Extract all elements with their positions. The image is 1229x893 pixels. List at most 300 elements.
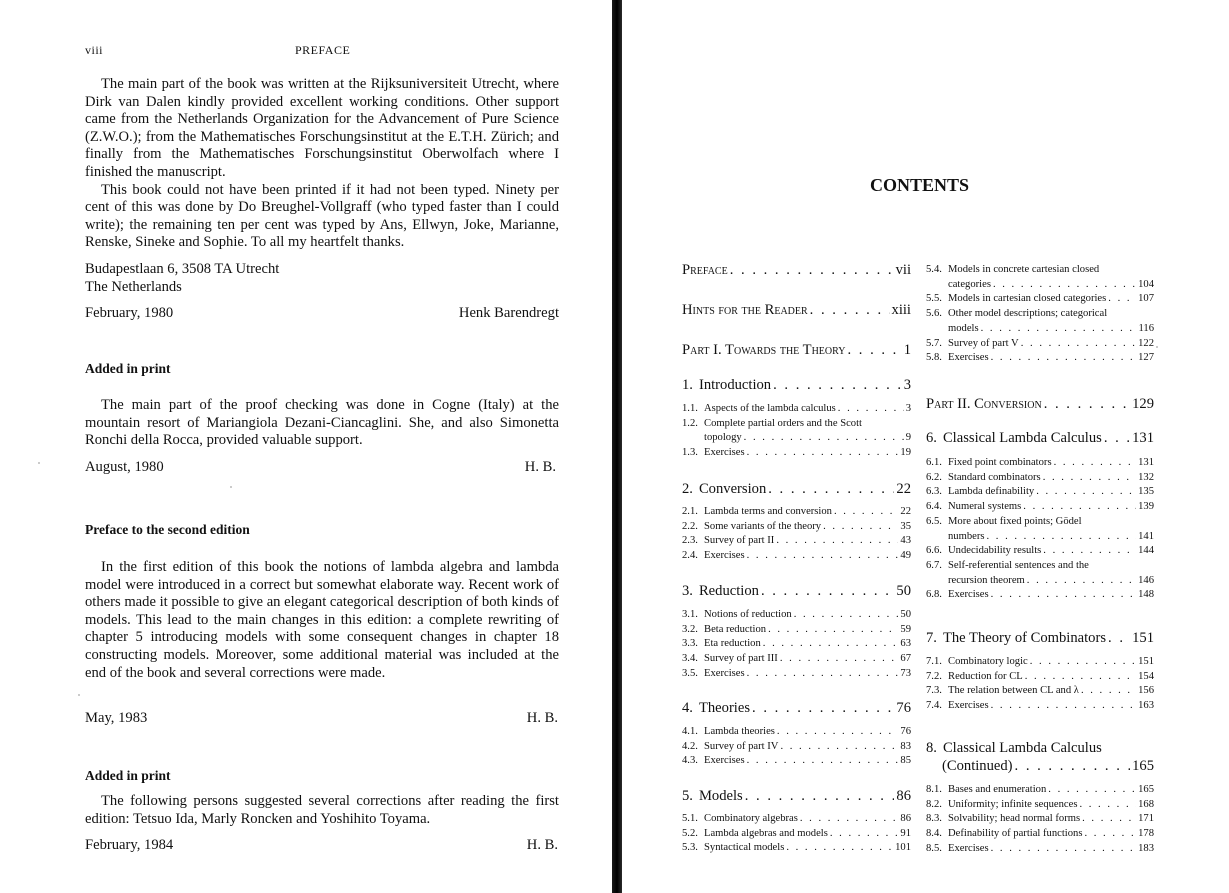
toc-number: 2.4. — [682, 550, 698, 562]
toc-chapter[interactable] — [926, 430, 1154, 447]
toc-front-hints[interactable] — [682, 302, 911, 319]
toc-section-list — [682, 505, 911, 564]
toc-page: 22 — [900, 506, 911, 517]
toc-label: Lambda definability — [948, 486, 1035, 498]
toc-section[interactable] — [926, 655, 1154, 670]
toc-leader — [1027, 574, 1136, 589]
toc-number: 6.4. — [926, 501, 942, 513]
toc-section[interactable] — [682, 667, 911, 682]
paragraph-second-edition: In the first edition of this book the notions of lambda algebra and lambda model were introduced in a correct but somewhat elaborate way. Recent work of others made it possible to give an elegant categorical description of both kinds of models. This lead to the main changes in this edition: a complete rewriting of chapter 5 introducing models with some consequent changes in chapter 18 constructing models. Moreover, some additional material was included at the end of the book and several corrections were made. — [85, 559, 559, 681]
toc-number: 6. — [926, 430, 937, 446]
toc-section[interactable] — [926, 337, 1154, 352]
toc-section[interactable] — [926, 699, 1154, 714]
toc-section[interactable] — [682, 652, 911, 667]
toc-label: Notions of reduction — [704, 609, 792, 620]
paper-speck — [78, 694, 80, 696]
toc-number: 5.3. — [682, 842, 698, 854]
toc-leader — [745, 788, 895, 805]
date-2: August, 1980 — [85, 459, 164, 475]
toc-section[interactable] — [682, 827, 911, 842]
toc-page: 135 — [1138, 486, 1154, 498]
toc-section[interactable] — [682, 549, 911, 564]
toc-number: 5.5. — [926, 293, 942, 305]
toc-page: 131 — [1132, 430, 1154, 446]
toc-section[interactable] — [926, 812, 1154, 827]
toc-leader — [1036, 485, 1136, 500]
paragraph-support: The main part of the book was written at the Rijksuniversiteit Utrecht, where Dirk van Dalen kindly provided excellent working conditions. Other support came from the Netherlands Organization for the Advancement of Pure Science (Z.W.O.); from the Mathematisches Forschungsinstitut at the E.T.H. Zürich; and finally from the Mathematisches Forschungsinstitut Oberwolfach where I finished the manuscript. — [85, 76, 559, 180]
toc-label: Self-referential sentences and the — [948, 559, 1089, 571]
toc-page: 144 — [1138, 545, 1154, 557]
toc-page: 9 — [905, 432, 911, 444]
toc-label: Definability of partial functions — [948, 828, 1083, 840]
toc-section-title — [926, 307, 1154, 322]
toc-leader — [763, 637, 899, 652]
heading-added-in-print-2: Added in print — [85, 768, 171, 783]
preface-body-3 — [85, 559, 559, 682]
toc-label: Fixed point combinators — [948, 457, 1052, 468]
paper-speck — [1156, 346, 1158, 348]
toc-label: Exercises — [948, 589, 989, 601]
toc-section[interactable] — [682, 608, 911, 623]
toc-section-list — [682, 725, 911, 769]
toc-section-list — [926, 783, 1154, 857]
toc-label: Uniformity; infinite sequences — [948, 798, 1078, 810]
paragraph-corrections: The following persons suggested several corrections after reading the first edition: Tetsuo Ida, Marly Roncken and Yoshihito Toyama. — [85, 793, 559, 827]
toc-section[interactable] — [682, 841, 911, 856]
heading-added-in-print-1: Added in print — [85, 361, 171, 376]
toc-section[interactable] — [682, 812, 911, 827]
toc-section[interactable] — [926, 670, 1154, 685]
toc-label: Part I. Towards the Theory — [682, 342, 846, 358]
toc-number: 7.4. — [926, 700, 942, 712]
toc-number: 8. — [926, 740, 937, 756]
toc-page: 122 — [1138, 337, 1154, 349]
toc-leader — [1043, 471, 1136, 486]
toc-chapter[interactable] — [926, 758, 1154, 775]
toc-number: 7.2. — [926, 670, 942, 682]
toc-leader — [1048, 783, 1136, 798]
toc-page: 146 — [1138, 574, 1154, 586]
toc-page: 116 — [1138, 322, 1154, 334]
toc-section[interactable] — [926, 827, 1154, 842]
toc-label: The Theory of Combinators — [942, 630, 1107, 646]
toc-label: Exercises — [704, 755, 745, 767]
toc-page: 168 — [1138, 798, 1154, 810]
toc-chapter[interactable] — [682, 788, 911, 805]
toc-number: 3.5. — [682, 667, 698, 679]
toc-chapter[interactable] — [682, 481, 911, 498]
toc-number: 7.3. — [926, 685, 942, 697]
toc-page: vii — [895, 262, 911, 278]
toc-leader — [780, 652, 899, 667]
toc-leader — [993, 278, 1136, 293]
toc-number: 5.4. — [926, 264, 942, 275]
toc-page: 86 — [896, 788, 911, 804]
toc-page: 165 — [1138, 784, 1154, 795]
right-page — [622, 0, 1229, 893]
toc-part-2[interactable] — [926, 396, 1154, 413]
toc-section[interactable] — [926, 684, 1154, 699]
toc-chapter-2 — [682, 481, 911, 498]
toc-label: Exercises — [704, 550, 745, 562]
toc-number: 4.3. — [682, 755, 698, 767]
author-signature: Henk Barendregt — [458, 305, 559, 321]
toc-label: Exercises — [948, 700, 989, 712]
toc-label: Some variants of the theory — [704, 520, 822, 532]
toc-chapter-5 — [682, 788, 911, 805]
toc-label: Exercises — [704, 447, 745, 459]
toc-number: 2.2. — [682, 520, 698, 532]
toc-label: Models — [698, 788, 743, 804]
paragraph-proof-checking: The main part of the proof checking was done in Cogne (Italy) at the mountain resort of Mariangiola Dezani-Ciancaglini. She, and also Simonetta Ronchi della Rocca, provided valuable support. — [85, 397, 559, 449]
toc-leader — [786, 841, 893, 856]
contents-title: CONTENTS — [870, 175, 970, 195]
toc-page: 59 — [900, 623, 911, 635]
toc-number: 8.2. — [926, 798, 942, 810]
toc-section[interactable] — [926, 544, 1154, 559]
toc-page: 148 — [1138, 589, 1154, 601]
toc-number: 3. — [682, 583, 693, 599]
toc-label: Numeral systems — [948, 501, 1022, 513]
toc-section-list — [926, 456, 1154, 603]
toc-section[interactable] — [682, 754, 911, 769]
toc-label: Lambda algebras and models — [704, 827, 828, 839]
toc-section[interactable] — [682, 505, 911, 520]
toc-label: Preface — [682, 262, 728, 278]
toc-section-list — [682, 608, 911, 682]
toc-leader — [761, 583, 894, 600]
toc-leader — [991, 842, 1137, 857]
toc-page: 91 — [900, 827, 911, 839]
toc-section[interactable] — [926, 530, 1154, 545]
address-line-1: Budapestlaan 6, 3508 TA Utrecht — [85, 261, 280, 277]
toc-page: 165 — [1132, 758, 1154, 774]
toc-leader — [1023, 500, 1136, 515]
toc-label: Complete partial orders and the Scott — [704, 417, 862, 429]
toc-part-1[interactable] — [682, 342, 911, 359]
toc-label: The relation between CL and λ — [948, 685, 1079, 697]
toc-leader — [794, 608, 899, 623]
toc-number: 5.8. — [926, 352, 942, 364]
toc-label: Introduction — [698, 377, 772, 393]
toc-number: 8.5. — [926, 842, 942, 854]
toc-label: Exercises — [948, 842, 989, 854]
toc-page: 50 — [896, 583, 911, 599]
toc-leader — [1015, 758, 1131, 775]
toc-page: 183 — [1138, 842, 1154, 854]
toc-number: 1. — [682, 377, 693, 393]
toc-section[interactable] — [682, 740, 911, 755]
toc-label: Models in cartesian closed categories — [948, 293, 1107, 305]
toc-label: recursion theorem — [948, 574, 1025, 586]
toc-label: Part II. Conversion — [926, 396, 1042, 412]
toc-number: 5.7. — [926, 337, 942, 349]
toc-label: numbers — [948, 530, 985, 542]
toc-chapter[interactable] — [682, 700, 911, 717]
toc-leader — [991, 351, 1137, 366]
toc-section-title — [926, 263, 1154, 278]
toc-leader — [1082, 812, 1136, 827]
toc-label: models — [948, 322, 979, 334]
toc-number: 5. — [682, 788, 693, 804]
toc-section[interactable] — [682, 520, 911, 535]
toc-section[interactable] — [682, 446, 911, 461]
toc-chapter-8 — [926, 740, 1154, 775]
toc-section[interactable] — [926, 351, 1154, 366]
toc-page: 50 — [900, 609, 911, 620]
toc-section[interactable] — [926, 292, 1154, 307]
toc-page: xiii — [891, 302, 911, 318]
toc-number: 3.3. — [682, 638, 698, 650]
toc-front-preface[interactable] — [682, 262, 911, 279]
toc-leader — [986, 530, 1136, 545]
toc-leader — [830, 827, 899, 842]
toc-leader — [776, 534, 898, 549]
toc-number: 4.1. — [682, 726, 698, 737]
toc-leader — [834, 505, 898, 520]
initials-2: H. B. — [524, 459, 556, 475]
toc-label: Solvability; head normal forms — [948, 813, 1081, 825]
toc-page: 1 — [903, 342, 911, 358]
toc-number: 6.2. — [926, 471, 942, 483]
toc-label: Survey of part IV — [704, 740, 779, 752]
initials-4: H. B. — [526, 837, 558, 853]
toc-section[interactable] — [926, 783, 1154, 798]
toc-page: 104 — [1138, 278, 1154, 290]
toc-page: 151 — [1138, 656, 1154, 667]
toc-leader — [1084, 827, 1136, 842]
toc-label: Survey of part II — [704, 535, 775, 547]
toc-section[interactable] — [926, 456, 1154, 471]
toc-label: Syntactical models — [704, 842, 785, 854]
heading-second-edition: Preface to the second edition — [85, 522, 250, 537]
toc-page: 3 — [903, 377, 911, 393]
toc-number: 8.4. — [926, 828, 942, 840]
toc-leader — [991, 588, 1137, 603]
toc-number: 4. — [682, 700, 693, 716]
toc-number: 6.8. — [926, 589, 942, 601]
toc-number: 5.6. — [926, 308, 942, 320]
toc-page: 127 — [1138, 352, 1154, 364]
toc-number: 5.2. — [682, 827, 698, 839]
toc-leader — [773, 377, 902, 394]
toc-number: 2.1. — [682, 506, 698, 517]
toc-chapter[interactable] — [926, 630, 1154, 647]
toc-page: 83 — [900, 740, 911, 752]
toc-leader — [752, 700, 894, 717]
toc-number: 6.5. — [926, 515, 942, 527]
toc-page: 129 — [1132, 396, 1154, 412]
toc-leader — [768, 623, 898, 638]
toc-label: Survey of part V — [948, 337, 1019, 349]
toc-label: Conversion — [698, 481, 767, 497]
toc-page: 156 — [1138, 685, 1154, 697]
running-head: PREFACE — [295, 43, 351, 57]
toc-section-title — [926, 515, 1154, 530]
toc-leader — [838, 402, 904, 417]
toc-page: 132 — [1138, 471, 1154, 483]
toc-label: Lambda terms and conversion — [704, 506, 832, 517]
toc-label: (Continued) — [942, 758, 1013, 774]
toc-leader — [800, 812, 899, 827]
toc-leader — [1079, 798, 1136, 813]
toc-section-title — [682, 417, 911, 432]
left-page — [0, 0, 610, 893]
toc-chapter[interactable] — [682, 583, 911, 600]
toc-page: 19 — [900, 447, 911, 459]
toc-section[interactable] — [926, 278, 1154, 293]
toc-section[interactable] — [682, 725, 911, 740]
toc-page: 49 — [900, 550, 911, 562]
toc-section[interactable] — [682, 623, 911, 638]
toc-page: 73 — [900, 667, 911, 679]
toc-page: 141 — [1138, 530, 1154, 542]
toc-number: 6.1. — [926, 457, 942, 468]
toc-leader — [1025, 670, 1136, 685]
toc-number: 5.1. — [682, 813, 698, 824]
toc-section[interactable] — [926, 322, 1154, 337]
toc-section-list — [682, 402, 911, 461]
toc-section[interactable] — [926, 500, 1154, 515]
preface-body-1 — [85, 76, 559, 252]
toc-page: 86 — [900, 813, 911, 824]
toc-section[interactable] — [682, 431, 911, 446]
paragraph-typing: This book could not have been printed if it had not been typed. Ninety per cent of this was done by Do Breughel-Vollgraff (who typed faster than I could write); the remaining ten per cent was typed by Ans, Ellwyn, Joke, Marianne, Renske, Sineke and Sophie. To all my heartfelt thanks. — [85, 181, 559, 251]
toc-chapter-3 — [682, 583, 911, 600]
toc-section-list — [682, 812, 911, 856]
toc-section[interactable] — [926, 574, 1154, 589]
toc-label: Other model descriptions; categorical — [948, 308, 1108, 320]
toc-number: 1.2. — [682, 417, 698, 429]
toc-number: 6.7. — [926, 559, 942, 571]
toc-page: 67 — [900, 653, 911, 665]
toc-page: 43 — [900, 535, 911, 547]
toc-page: 139 — [1138, 501, 1154, 513]
toc-chapter-4 — [682, 700, 911, 717]
toc-label: Classical Lambda Calculus — [942, 430, 1102, 446]
date-3: May, 1983 — [85, 710, 148, 726]
toc-label: Bases and enumeration — [948, 784, 1047, 795]
toc-page: 171 — [1138, 813, 1154, 825]
date-1: February, 1980 — [85, 305, 174, 321]
toc-leader — [1054, 456, 1137, 471]
toc-leader — [1043, 544, 1136, 559]
toc-section[interactable] — [926, 798, 1154, 813]
toc-leader — [747, 754, 899, 769]
toc-leader — [1108, 292, 1136, 307]
toc-chapter-title — [926, 740, 1154, 757]
preface-body-2 — [85, 397, 559, 450]
toc-leader — [823, 520, 898, 535]
toc-label: Aspects of the lambda calculus — [704, 403, 836, 414]
toc-label: Hints for the Reader — [682, 302, 808, 318]
toc-leader — [747, 667, 899, 682]
toc-label: Reduction — [698, 583, 759, 599]
toc-page: 76 — [896, 700, 911, 716]
toc-leader — [780, 740, 898, 755]
toc-number: 2.3. — [682, 535, 698, 547]
toc-section-title — [926, 559, 1154, 574]
toc-section[interactable] — [926, 485, 1154, 500]
toc-page: 163 — [1138, 700, 1154, 712]
toc-number: 8.1. — [926, 784, 942, 795]
toc-label: Beta reduction — [704, 623, 767, 635]
toc-section[interactable] — [926, 471, 1154, 486]
toc-number: 1.1. — [682, 403, 698, 414]
toc-page: 178 — [1138, 828, 1154, 840]
date-4: February, 1984 — [85, 837, 174, 853]
toc-label: topology — [704, 432, 742, 444]
toc-section[interactable] — [682, 402, 911, 417]
toc-number: 4.2. — [682, 740, 698, 752]
toc-leader — [1030, 655, 1136, 670]
toc-label: Undecidability results — [948, 545, 1042, 557]
toc-page: 151 — [1132, 630, 1154, 646]
toc-section[interactable] — [926, 842, 1154, 857]
toc-label: Survey of part III — [704, 653, 778, 665]
toc-number: 8.3. — [926, 813, 942, 825]
toc-label: Classical Lambda Calculus — [942, 740, 1102, 756]
toc-leader — [1021, 337, 1136, 352]
toc-number: 3.1. — [682, 609, 698, 620]
toc-label: Eta reduction — [704, 638, 761, 650]
toc-number: 6.3. — [926, 486, 942, 498]
toc-leader — [777, 725, 899, 740]
toc-page: 131 — [1138, 457, 1154, 468]
toc-leader — [747, 549, 899, 564]
toc-page: 3 — [905, 403, 911, 414]
toc-chapter-7 — [926, 630, 1154, 647]
page-number: viii — [85, 43, 104, 57]
toc-chapter-6 — [926, 430, 1154, 447]
toc-label: Models in concrete cartesian closed — [948, 264, 1100, 275]
toc-page: 107 — [1138, 293, 1154, 305]
toc-page: 85 — [900, 755, 911, 767]
toc-label: Theories — [698, 700, 751, 716]
toc-leader — [991, 699, 1137, 714]
toc-label: Standard combinators — [948, 471, 1041, 483]
toc-chapter-1 — [682, 377, 911, 394]
toc-page: 154 — [1138, 670, 1154, 682]
toc-page: 63 — [900, 638, 911, 650]
toc-page: 76 — [900, 726, 911, 737]
toc-section[interactable] — [682, 637, 911, 652]
toc-number: 2. — [682, 481, 693, 497]
toc-leader — [1108, 630, 1130, 647]
toc-leader — [747, 446, 899, 461]
toc-label: Combinatory logic — [948, 656, 1028, 667]
toc-number: 6.6. — [926, 545, 942, 557]
book-gutter — [612, 0, 622, 893]
toc-label: More about fixed points; Gödel — [948, 515, 1082, 527]
toc-section-list — [926, 263, 1154, 366]
toc-chapter[interactable] — [682, 377, 911, 394]
toc-section[interactable] — [926, 588, 1154, 603]
initials-3: H. B. — [526, 710, 558, 726]
toc-label: Reduction for CL — [948, 670, 1023, 682]
toc-section-list — [926, 655, 1154, 714]
toc-number: 3.4. — [682, 653, 698, 665]
toc-label: Lambda theories — [704, 726, 775, 737]
toc-section[interactable] — [682, 534, 911, 549]
toc-leader — [768, 481, 894, 498]
toc-label: categories — [948, 278, 991, 290]
toc-number: 3.2. — [682, 623, 698, 635]
paper-speck — [38, 462, 40, 464]
address-line-2: The Netherlands — [85, 279, 182, 295]
toc-number: 7.1. — [926, 656, 942, 667]
toc-leader — [1081, 684, 1136, 699]
